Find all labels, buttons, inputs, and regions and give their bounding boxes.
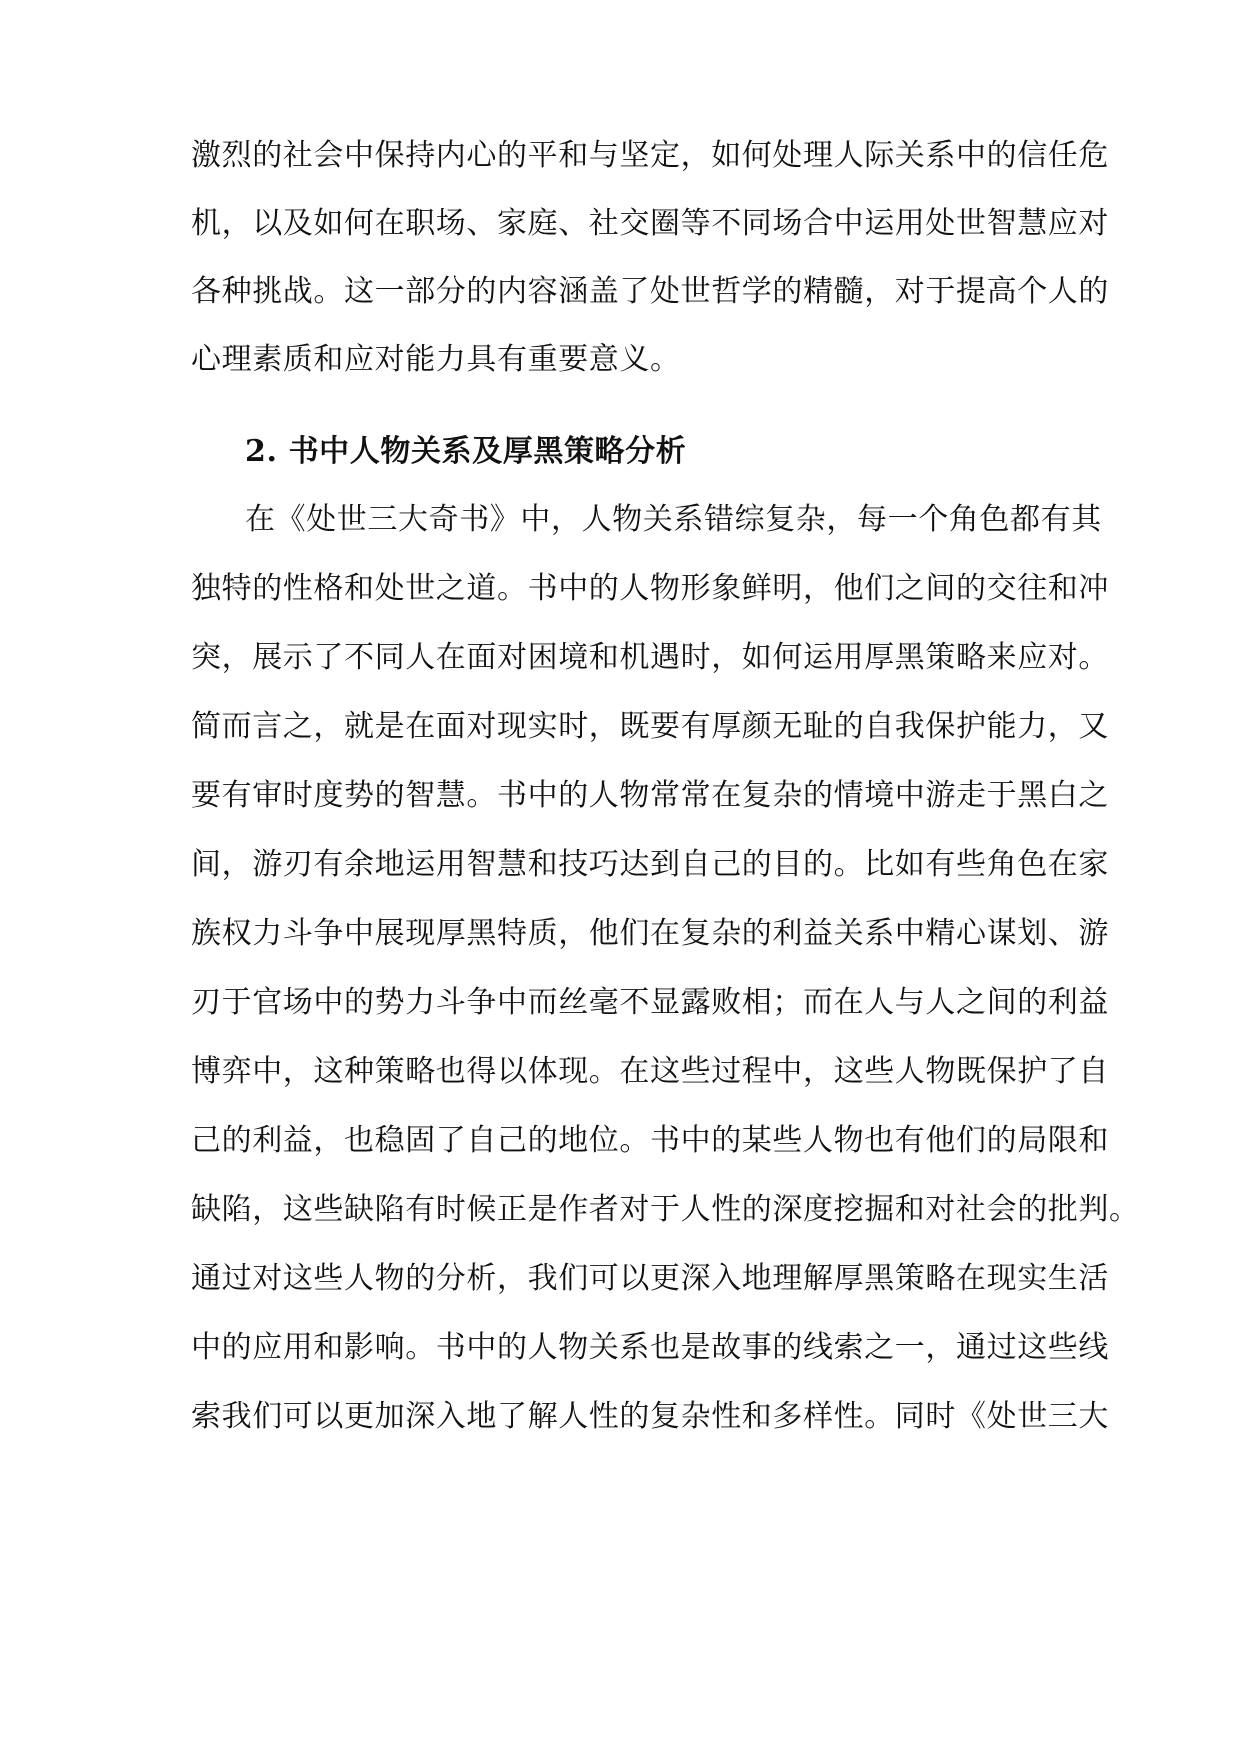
text-line: 突，展示了不同人在面对困境和机遇时，如何运用厚黑策略来应对。 (191, 640, 1109, 675)
text-line: 通过对这些人物的分析，我们可以更深入地理解厚黑策略在现实生活 (191, 1261, 1109, 1296)
text-line: 索我们可以更加深入地了解人性的复杂性和多样性。同时《处世三大 (191, 1399, 1109, 1434)
text-line: 族权力斗争中展现厚黑特质，他们在复杂的利益关系中精心谋划、游 (191, 916, 1109, 951)
text-line: 己的利益，也稳固了自己的地位。书中的某些人物也有他们的局限和 (191, 1123, 1109, 1158)
text-line: 中的应用和影响。书中的人物关系也是故事的线索之一，通过这些线 (191, 1330, 1109, 1365)
text-line: 激烈的社会中保持内心的平和与坚定，如何处理人际关系中的信任危 (191, 138, 1109, 173)
text-line: 独特的性格和处世之道。书中的人物形象鲜明，他们之间的交往和冲 (191, 571, 1109, 606)
text-line: 各种挑战。这一部分的内容涵盖了处世哲学的精髓，对于提高个人的 (191, 274, 1109, 309)
text-line: 博弈中，这种策略也得以体现。在这些过程中，这些人物既保护了自 (191, 1054, 1109, 1089)
text-line: 机，以及如何在职场、家庭、社交圈等不同场合中运用处世智慧应对 (191, 206, 1109, 241)
text-line: 缺陷，这些缺陷有时候正是作者对于人性的深度挖掘和对社会的批判。 (191, 1192, 1140, 1227)
text-line: 刃于官场中的势力斗争中而丝毫不显露败相；而在人与人之间的利益 (191, 985, 1109, 1020)
text-line: 在《处世三大奇书》中，人物关系错综复杂，每一个角色都有其 (245, 502, 1102, 537)
text-line: 简而言之，就是在面对现实时，既要有厚颜无耻的自我保护能力，又 (191, 709, 1109, 744)
text-line: 间，游刃有余地运用智慧和技巧达到自己的目的。比如有些角色在家 (191, 847, 1109, 882)
text-line: 要有审时度势的智慧。书中的人物常常在复杂的情境中游走于黑白之 (191, 778, 1109, 813)
text-line: 心理素质和应对能力具有重要意义。 (191, 342, 681, 377)
section-heading: 2. 书中人物关系及厚黑策略分析 (245, 434, 687, 469)
